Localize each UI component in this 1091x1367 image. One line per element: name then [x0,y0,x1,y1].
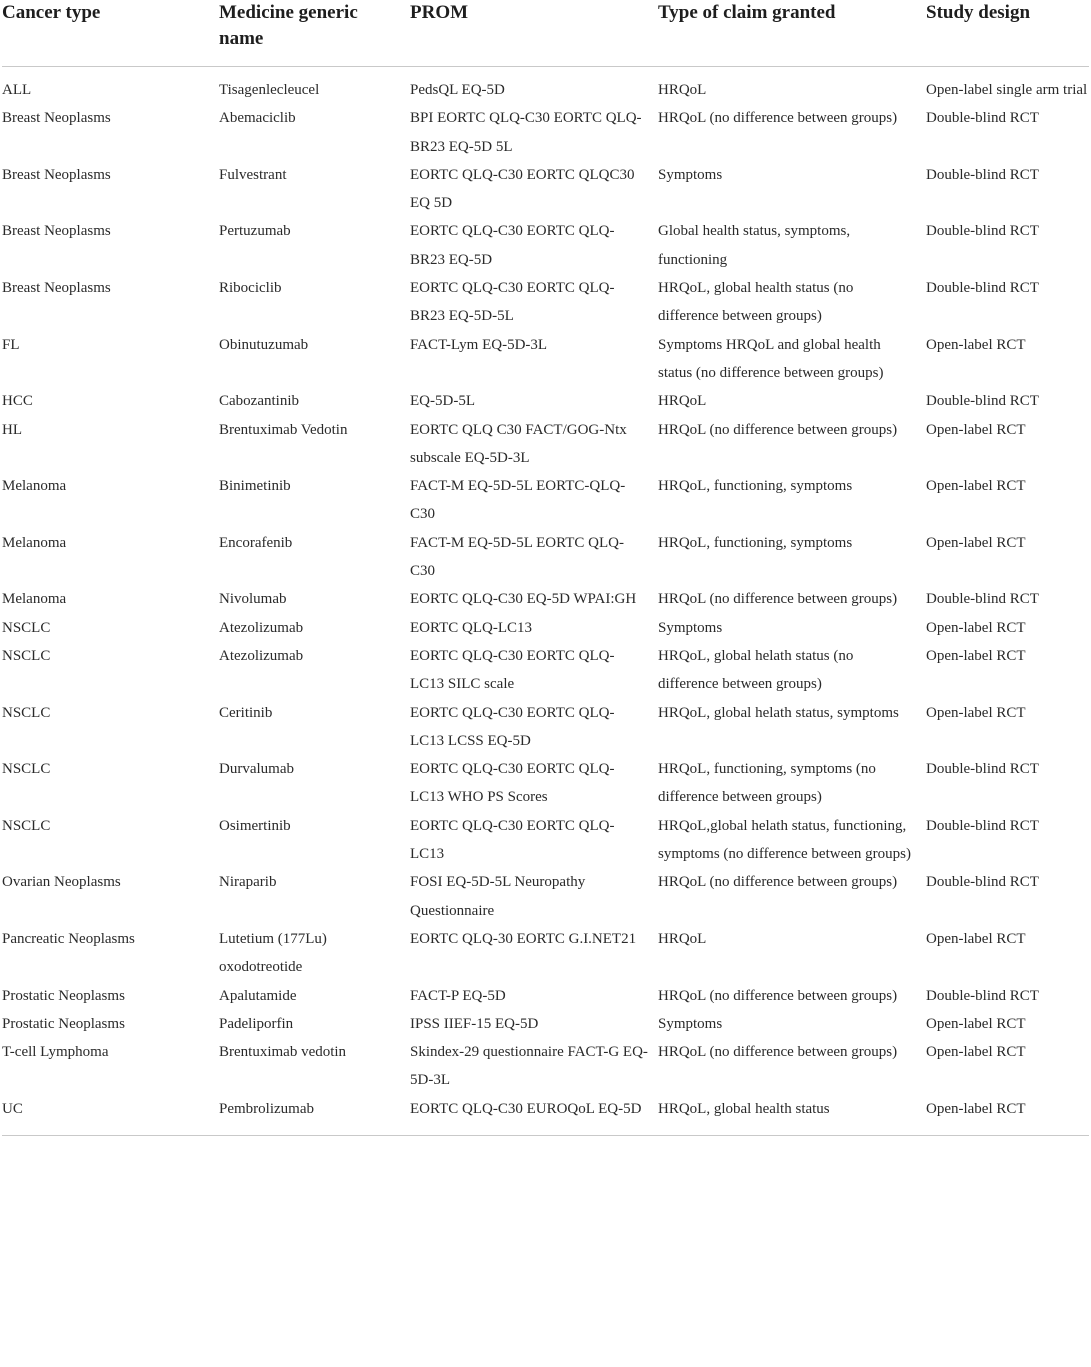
table-row [2,699,1089,756]
cell-cancer-type: FL [2,336,20,353]
cell-medicine: Atezolizumab [219,619,304,636]
cell-study-design: Open-label RCT [926,336,1026,353]
header-cancer-type: Cancer type [2,0,219,67]
cell-cancer-type: Breast Neoplasms [2,110,111,127]
cell-prom: EORTC QLQ-C30 EORTC QLQ-BR23 EQ-5D-5L [410,280,615,325]
cell-prom: FACT-M EQ-5D-5L EORTC-QLQ-C30 [410,478,626,523]
cell-prom: FOSI EQ-5D-5L Neuropathy Questionnaire [410,874,586,919]
cell-cancer-type: HL [2,421,22,438]
cell-study-design: Double-blind RCT [926,280,1039,297]
cell-claim: HRQoL (no difference between groups) [658,874,898,891]
cell-claim: HRQoL,global helath status, functioning, symptoms (no difference between groups) [658,817,911,863]
cell-medicine: Pembrolizumab [219,1095,410,1136]
cell-claim: Global health status, symptoms, functioning [658,223,851,268]
cell-prom: EORTC QLQ-C30 EORTC QLQ-LC13 WHO PS Scores [410,761,615,806]
cell-cancer-type: Pancreatic Neoplasms [2,930,135,947]
cell-medicine: Padeliporfin [219,1015,294,1032]
cell-medicine: Atezolizumab [219,647,304,664]
cell-medicine: Obinutuzumab [219,336,309,353]
prom-claims-table [2,0,1089,1136]
cell-cancer-type: NSCLC [2,704,51,721]
cell-study-design: Double-blind RCT [926,761,1039,778]
table-row [2,416,1089,473]
cell-prom: EORTC QLQ-LC13 [410,619,533,636]
cell-prom: EORTC QLQ-C30 EORTC QLQ-LC13 SILC scale [410,647,615,693]
cell-medicine: Fulvestrant [219,166,287,183]
table-row [2,387,1089,415]
table-row [2,614,1089,642]
cell-study-design: Double-blind RCT [926,874,1039,891]
table-row [2,755,1089,812]
cell-study-design: Open-label RCT [926,647,1026,664]
table-row [2,982,1089,1010]
cell-medicine: Durvalumab [219,761,294,778]
header-claim: Type of claim granted [658,0,926,67]
cell-prom: EORTC QLQ-C30 EUROQoL EQ-5D [410,1095,658,1136]
table-row [2,217,1089,274]
cell-claim: HRQoL (no difference between groups) [658,421,898,438]
cell-prom: FACT-Lym EQ-5D-3L [410,336,548,353]
cell-claim: HRQoL [658,930,707,947]
cell-cancer-type: NSCLC [2,761,51,778]
cell-claim: HRQoL (no difference between groups) [658,591,898,608]
cell-cancer-type: Prostatic Neoplasms [2,1015,125,1032]
cell-claim: HRQoL, global helath status, symptoms [658,704,899,721]
cell-medicine: Pertuzumab [219,223,291,240]
cell-study-design: Double-blind RCT [926,591,1039,608]
cell-medicine: Encorafenib [219,534,293,551]
cell-claim: HRQoL, functioning, symptoms (no difference between groups) [658,761,876,806]
cell-cancer-type: Melanoma [2,534,67,551]
cell-prom: EORTC QLQ-C30 EORTC QLQ-LC13 [410,817,615,863]
table-row [2,1095,1089,1136]
table-row [2,67,1089,105]
cell-medicine: Nivolumab [219,591,287,608]
cell-prom: FACT-M EQ-5D-5L EORTC QLQ-C30 [410,534,624,580]
header-prom: PROM [410,0,658,67]
table-row [2,642,1089,699]
cell-claim: HRQoL [658,393,707,410]
table-row [2,104,1089,161]
cell-medicine: Binimetinib [219,478,291,495]
cell-prom: PedsQL EQ-5D [410,82,505,98]
cell-cancer-type: Prostatic Neoplasms [2,987,125,1004]
cell-study-design: Open-label RCT [926,478,1026,495]
table-row [2,472,1089,529]
cell-prom: EORTC QLQ-C30 EQ-5D WPAI:GH [410,591,637,608]
table-row [2,274,1089,331]
cell-cancer-type: T-cell Lymphoma [2,1044,109,1061]
cell-study-design: Double-blind RCT [926,166,1039,183]
cell-claim: HRQoL, global health status (no difference between groups) [658,280,854,325]
cell-prom: EORTC QLQ-30 EORTC G.I.NET21 [410,930,637,947]
cell-study-design: Open-label RCT [926,930,1026,947]
cell-cancer-type: NSCLC [2,647,51,664]
cell-medicine: Lutetium (177Lu) oxodotreotide [219,930,327,976]
table-row [2,161,1089,218]
cell-study-design: Open-label single arm trial [926,82,1088,98]
cell-study-design: Double-blind RCT [926,110,1039,127]
cell-prom: EORTC QLQ-C30 EORTC QLQ-LC13 LCSS EQ-5D [410,704,615,749]
cell-claim: HRQoL (no difference between groups) [658,110,898,127]
cell-claim: Symptoms HRQoL and global health status (no difference between groups) [658,336,884,381]
cell-claim: HRQoL [658,82,707,98]
cell-claim: Symptoms [658,166,723,183]
cell-study-design: Open-label RCT [926,421,1026,438]
cell-claim: HRQoL, functioning, symptoms [658,534,853,551]
cell-study-design: Double-blind RCT [926,223,1039,240]
cell-cancer-type: UC [2,1095,219,1136]
cell-prom: Skindex-29 questionnaire FACT-G EQ-5D-3L [410,1044,648,1089]
table-row [2,585,1089,613]
cell-study-design: Double-blind RCT [926,393,1039,410]
header-row [2,0,1089,67]
table-row [2,868,1089,925]
cell-prom: IPSS IIEF-15 EQ-5D [410,1015,539,1032]
cell-cancer-type: Melanoma [2,591,67,608]
cell-medicine: Ceritinib [219,704,273,721]
cell-cancer-type: NSCLC [2,619,51,636]
cell-prom: EORTC QLQ-C30 EORTC QLQC30 EQ 5D [410,166,635,212]
table-row [2,812,1089,869]
cell-claim: HRQoL (no difference between groups) [658,987,898,1004]
cell-medicine: Abemaciclib [219,110,296,127]
cell-medicine: Ribociclib [219,280,282,297]
table-row [2,529,1089,586]
cell-cancer-type: Melanoma [2,478,67,495]
cell-claim: Symptoms [658,619,723,636]
cell-cancer-type: Ovarian Neoplasms [2,874,121,891]
cell-study-design: Open-label RCT [926,1044,1026,1061]
cell-claim: HRQoL (no difference between groups) [658,1044,898,1061]
cell-study-design: Open-label RCT [926,1095,1089,1136]
cell-claim: HRQoL, global health status [658,1095,926,1136]
cell-cancer-type: NSCLC [2,817,51,834]
table-row [2,331,1089,388]
cell-medicine: Apalutamide [219,987,297,1004]
cell-prom: EORTC QLQ-C30 EORTC QLQ-BR23 EQ-5D [410,223,615,268]
table-header [2,0,1089,67]
cell-study-design: Open-label RCT [926,534,1026,551]
cell-prom: FACT-P EQ-5D [410,987,506,1004]
cell-study-design: Double-blind RCT [926,987,1039,1004]
table-row [2,1038,1089,1095]
cell-study-design: Double-blind RCT [926,817,1039,834]
cell-claim: HRQoL, global helath status (no difference between groups) [658,647,854,693]
cell-cancer-type: Breast Neoplasms [2,280,111,297]
header-medicine: Medicine generic name [219,0,410,67]
table-row [2,925,1089,982]
cell-cancer-type: ALL [2,82,32,98]
cell-prom: EQ-5D-5L [410,393,475,410]
header-study-design: Study design [926,0,1089,67]
cell-claim: HRQoL, functioning, symptoms [658,478,853,495]
cell-prom: BPI EORTC QLQ-C30 EORTC QLQ-BR23 EQ-5D 5L [410,110,642,155]
cell-prom: EORTC QLQ C30 FACT/GOG-Ntx subscale EQ-5D-3L [410,421,627,466]
cell-claim: Symptoms [658,1015,723,1032]
cell-cancer-type: Breast Neoplasms [2,166,111,183]
cell-medicine: Osimertinib [219,817,291,834]
cell-cancer-type: Breast Neoplasms [2,223,111,240]
table-body [2,67,1089,1136]
cell-medicine: Brentuximab vedotin [219,1044,347,1061]
table-row [2,1010,1089,1038]
cell-medicine: Brentuximab Vedotin [219,421,348,438]
cell-study-design: Open-label RCT [926,1015,1026,1032]
cell-study-design: Open-label RCT [926,704,1026,721]
cell-medicine: Niraparib [219,874,277,891]
cell-medicine: Cabozantinib [219,393,299,410]
cell-cancer-type: HCC [2,393,33,410]
cell-study-design: Open-label RCT [926,619,1026,636]
cell-medicine: Tisagenlecleucel [219,82,320,98]
